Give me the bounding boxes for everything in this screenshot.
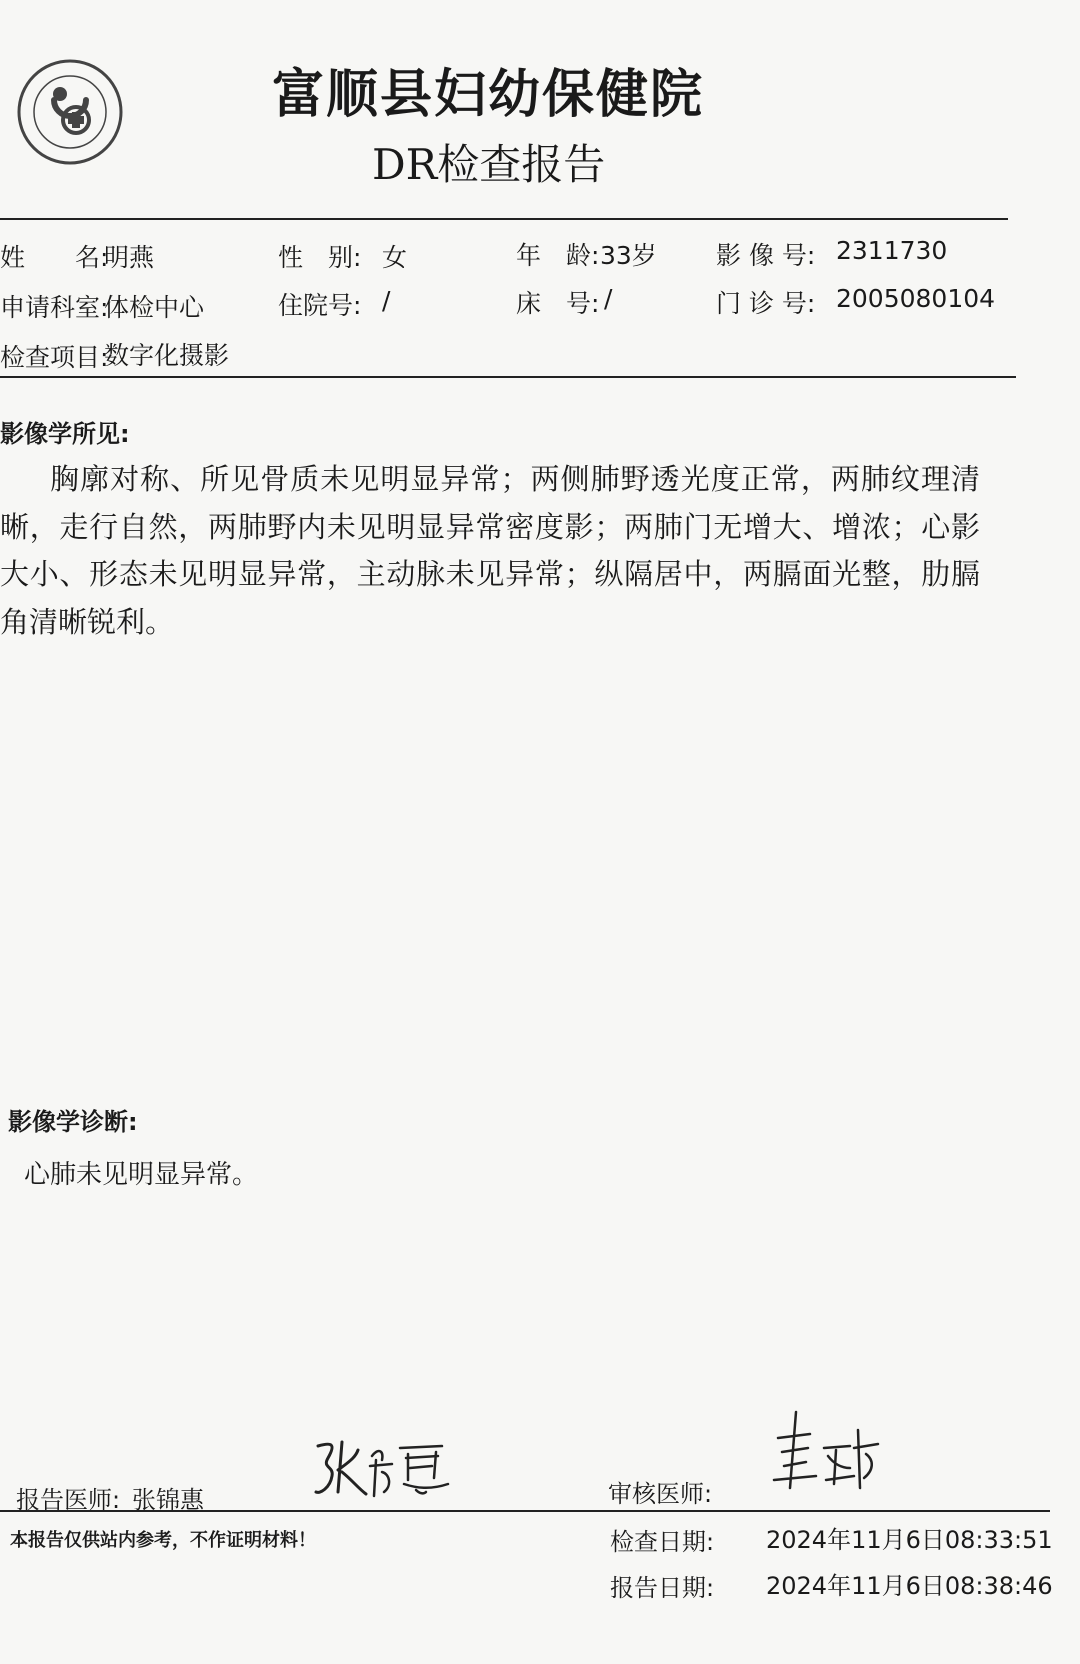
patient-name: 明燕 [104,243,155,272]
gender-label: 性 别: [278,243,362,272]
reviewer-signature-icon [770,1408,882,1496]
hospital-name: 富顺县妇幼保健院 [272,64,705,125]
diagnosis-heading: 影像学诊断: [8,1108,138,1136]
report-date-label: 报告日期: [610,1574,715,1602]
report-title: DR检查报告 [372,140,606,189]
age-value: 33岁 [600,241,657,270]
bed-no-value: / [604,284,613,313]
info-divider [0,376,1016,378]
bed-no-label: 床 号: [516,289,600,318]
dept-value: 体检中心 [104,293,205,322]
header-divider [0,218,1008,220]
reviewer-label: 审核医师: [608,1480,713,1508]
outpatient-no-value: 2005080104 [836,284,996,313]
exam-date-value: 2024年11月6日08:33:51 [766,1526,1053,1554]
image-no-label: 影 像 号: [716,241,816,270]
image-no-value: 2311730 [836,236,948,265]
reporter-signature-icon [312,1436,456,1504]
dept-label: 申请科室: [0,293,109,322]
diagnosis-text: 心肺未见明显异常。 [24,1160,259,1190]
findings-text: 胸廓对称、所见骨质未见明显异常；两侧肺野透光度正常，两肺纹理清晰，走行自然，两肺野内未见明显异常密度影；两肺门无增大、增浓；心影大小、形态未见明显异常，主动脉未见异常；纵隔居中，两膈面光整，肋膈角清晰锐利。 [0,462,980,639]
footer-divider [0,1510,1050,1512]
patient-name-label: 姓 名: [0,243,109,272]
reporter-name: 张锦惠 [132,1486,204,1514]
findings-heading: 影像学所见: [0,420,130,448]
reporter-label: 报告医师: [16,1486,121,1514]
inpatient-no-label: 住院号: [278,291,362,320]
disclaimer: 本报告仅供站内参考，不作证明材料！ [10,1530,316,1551]
exam-date-label: 检查日期: [610,1528,715,1556]
report-date-value: 2024年11月6日08:38:46 [766,1572,1053,1600]
exam-item-value: 数字化摄影 [104,341,230,370]
age-label: 年 龄: [516,241,600,270]
exam-item-label: 检查项目: [0,343,109,372]
outpatient-no-label: 门 诊 号: [716,289,816,318]
inpatient-no-value: / [382,286,391,315]
gender-value: 女 [382,243,408,272]
hospital-logo-icon [16,58,124,166]
